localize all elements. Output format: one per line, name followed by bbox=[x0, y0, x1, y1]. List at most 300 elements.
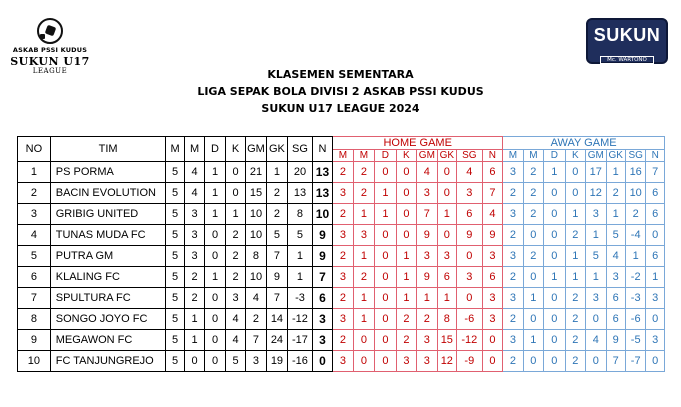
row-number: 10 bbox=[18, 351, 51, 372]
home-points: 3 bbox=[482, 246, 503, 267]
header-points: N bbox=[312, 137, 332, 162]
overall-goals-for: 2 bbox=[246, 309, 266, 330]
home-won: 3 bbox=[353, 225, 374, 246]
overall-won: 3 bbox=[184, 225, 204, 246]
away-won: 1 bbox=[523, 330, 543, 351]
away-lost: 2 bbox=[565, 351, 585, 372]
away-lost: 2 bbox=[565, 330, 585, 351]
away-goals-for: 5 bbox=[586, 246, 606, 267]
overall-lost: 5 bbox=[225, 351, 245, 372]
home-goals-against: 0 bbox=[437, 183, 456, 204]
away-lost: 1 bbox=[565, 204, 585, 225]
away-sub-header: GK bbox=[606, 150, 625, 162]
table-row bbox=[18, 267, 665, 288]
overall-goals-against: 24 bbox=[266, 330, 287, 351]
home-lost: 1 bbox=[396, 288, 416, 309]
away-goals-against: 6 bbox=[606, 288, 625, 309]
away-goals-against: 5 bbox=[606, 225, 625, 246]
away-goals-for: 3 bbox=[586, 204, 606, 225]
team-name: TUNAS MUDA FC bbox=[50, 225, 166, 246]
overall-goals-for: 10 bbox=[246, 267, 266, 288]
header-lost: K bbox=[225, 137, 245, 162]
overall-points: 10 bbox=[312, 204, 332, 225]
overall-goals-for: 10 bbox=[246, 204, 266, 225]
overall-draw: 1 bbox=[205, 162, 225, 183]
standings-table bbox=[17, 136, 665, 372]
team-name: KLALING FC bbox=[50, 267, 166, 288]
overall-goal-diff: -16 bbox=[288, 351, 313, 372]
header-team: TIM bbox=[50, 137, 166, 162]
away-lost: 0 bbox=[565, 183, 585, 204]
away-goals-for: 0 bbox=[586, 351, 606, 372]
home-won: 0 bbox=[353, 351, 374, 372]
overall-goals-for: 8 bbox=[246, 246, 266, 267]
header-goals-against: GK bbox=[266, 137, 287, 162]
away-points: 3 bbox=[646, 330, 665, 351]
home-points: 0 bbox=[482, 330, 503, 351]
home-points: 7 bbox=[482, 183, 503, 204]
row-number: 6 bbox=[18, 267, 51, 288]
title-line-1: KLASEMEN SEMENTARA bbox=[267, 68, 414, 81]
overall-goals-against: 5 bbox=[266, 225, 287, 246]
away-won: 2 bbox=[523, 246, 543, 267]
header-goal-diff: SG bbox=[288, 137, 313, 162]
away-draw: 0 bbox=[544, 246, 565, 267]
home-points: 6 bbox=[482, 267, 503, 288]
away-lost: 0 bbox=[565, 162, 585, 183]
overall-won: 0 bbox=[184, 351, 204, 372]
home-goal-diff: 6 bbox=[457, 204, 483, 225]
soccer-ball-icon bbox=[37, 18, 63, 44]
away-points: 3 bbox=[646, 288, 665, 309]
overall-goal-diff: -3 bbox=[288, 288, 313, 309]
overall-draw: 0 bbox=[205, 309, 225, 330]
overall-played: 5 bbox=[166, 246, 184, 267]
team-name: SPULTURA FC bbox=[50, 288, 166, 309]
away-goals-against: 4 bbox=[606, 246, 625, 267]
away-points: 0 bbox=[646, 225, 665, 246]
home-sub-header: GK bbox=[437, 150, 456, 162]
home-draw: 0 bbox=[375, 267, 396, 288]
overall-goals-for: 21 bbox=[246, 162, 266, 183]
overall-points: 13 bbox=[312, 183, 332, 204]
header-draw: D bbox=[205, 137, 225, 162]
overall-goals-against: 14 bbox=[266, 309, 287, 330]
away-played: 2 bbox=[503, 225, 523, 246]
table-row bbox=[18, 288, 665, 309]
home-draw: 0 bbox=[375, 246, 396, 267]
away-won: 2 bbox=[523, 162, 543, 183]
home-won: 1 bbox=[353, 288, 374, 309]
away-goal-diff: -2 bbox=[625, 267, 645, 288]
row-number: 1 bbox=[18, 162, 51, 183]
away-goal-diff: -6 bbox=[625, 309, 645, 330]
away-goal-diff: 2 bbox=[625, 204, 645, 225]
home-draw: 0 bbox=[375, 351, 396, 372]
away-points: 6 bbox=[646, 204, 665, 225]
overall-goals-against: 1 bbox=[266, 162, 287, 183]
away-lost: 2 bbox=[565, 288, 585, 309]
overall-draw: 0 bbox=[205, 288, 225, 309]
home-draw: 1 bbox=[375, 204, 396, 225]
league-logo-arc-text: ASKAB PSSI KUDUS bbox=[12, 46, 88, 54]
overall-played: 5 bbox=[166, 309, 184, 330]
header-won: M bbox=[184, 137, 204, 162]
overall-goals-against: 2 bbox=[266, 183, 287, 204]
overall-played: 5 bbox=[166, 183, 184, 204]
overall-goals-for: 15 bbox=[246, 183, 266, 204]
overall-lost: 4 bbox=[225, 309, 245, 330]
league-logo-sub-text: LEAGUE bbox=[32, 67, 68, 75]
overall-points: 3 bbox=[312, 330, 332, 351]
overall-lost: 0 bbox=[225, 162, 245, 183]
home-goals-against: 0 bbox=[437, 162, 456, 183]
away-goals-for: 1 bbox=[586, 267, 606, 288]
row-number: 4 bbox=[18, 225, 51, 246]
home-points: 9 bbox=[482, 225, 503, 246]
away-won: 2 bbox=[523, 183, 543, 204]
home-lost: 2 bbox=[396, 330, 416, 351]
league-logo-main-text: SUKUN U17 bbox=[10, 55, 90, 68]
away-sub-header: GM bbox=[586, 150, 606, 162]
away-draw: 0 bbox=[544, 183, 565, 204]
away-goals-against: 7 bbox=[606, 351, 625, 372]
overall-played: 5 bbox=[166, 225, 184, 246]
away-played: 3 bbox=[503, 204, 523, 225]
overall-lost: 2 bbox=[225, 246, 245, 267]
sponsor-logo-main-text: SUKUN bbox=[593, 25, 661, 45]
overall-goal-diff: 20 bbox=[288, 162, 313, 183]
overall-draw: 1 bbox=[205, 204, 225, 225]
home-goal-diff: 3 bbox=[457, 267, 483, 288]
home-points: 0 bbox=[482, 351, 503, 372]
away-draw: 0 bbox=[544, 309, 565, 330]
team-name: MEGAWON FC bbox=[50, 330, 166, 351]
home-sub-header: GM bbox=[417, 150, 437, 162]
overall-points: 9 bbox=[312, 246, 332, 267]
away-played: 2 bbox=[503, 183, 523, 204]
table-row bbox=[18, 225, 665, 246]
away-lost: 1 bbox=[565, 246, 585, 267]
table-row bbox=[18, 183, 665, 204]
away-points: 7 bbox=[646, 162, 665, 183]
team-name: GRIBIG UNITED bbox=[50, 204, 166, 225]
home-won: 1 bbox=[353, 309, 374, 330]
home-points: 3 bbox=[482, 288, 503, 309]
home-lost: 2 bbox=[396, 309, 416, 330]
away-won: 0 bbox=[523, 309, 543, 330]
row-number: 9 bbox=[18, 330, 51, 351]
overall-goals-for: 10 bbox=[246, 225, 266, 246]
header-no: NO bbox=[18, 137, 51, 162]
home-played: 2 bbox=[333, 288, 353, 309]
overall-goals-for: 3 bbox=[246, 351, 266, 372]
overall-won: 4 bbox=[184, 183, 204, 204]
overall-won: 4 bbox=[184, 162, 204, 183]
home-points: 4 bbox=[482, 204, 503, 225]
home-sub-header: K bbox=[396, 150, 416, 162]
overall-points: 9 bbox=[312, 225, 332, 246]
overall-played: 5 bbox=[166, 288, 184, 309]
sponsor-logo-sub-text: Mc. WARTONO bbox=[600, 56, 654, 64]
away-goals-against: 6 bbox=[606, 309, 625, 330]
team-name: SONGO JOYO FC bbox=[50, 309, 166, 330]
header-row-top bbox=[18, 137, 665, 150]
team-name: FC TANJUNGREJO bbox=[50, 351, 166, 372]
home-played: 2 bbox=[333, 330, 353, 351]
overall-lost: 2 bbox=[225, 225, 245, 246]
away-goals-for: 3 bbox=[586, 288, 606, 309]
home-goals-for: 4 bbox=[417, 162, 437, 183]
home-lost: 3 bbox=[396, 351, 416, 372]
overall-goals-against: 7 bbox=[266, 288, 287, 309]
home-goals-against: 1 bbox=[437, 204, 456, 225]
away-goals-against: 3 bbox=[606, 267, 625, 288]
overall-points: 0 bbox=[312, 351, 332, 372]
overall-goal-diff: 8 bbox=[288, 204, 313, 225]
away-played: 3 bbox=[503, 246, 523, 267]
overall-lost: 1 bbox=[225, 204, 245, 225]
away-goal-diff: -5 bbox=[625, 330, 645, 351]
home-sub-header: M bbox=[333, 150, 353, 162]
home-goals-for: 3 bbox=[417, 330, 437, 351]
home-goals-against: 12 bbox=[437, 351, 456, 372]
away-points: 0 bbox=[646, 309, 665, 330]
overall-lost: 3 bbox=[225, 288, 245, 309]
overall-goals-for: 4 bbox=[246, 288, 266, 309]
home-played: 3 bbox=[333, 267, 353, 288]
away-draw: 0 bbox=[544, 351, 565, 372]
row-number: 2 bbox=[18, 183, 51, 204]
row-number: 7 bbox=[18, 288, 51, 309]
home-played: 3 bbox=[333, 225, 353, 246]
home-goal-diff: 0 bbox=[457, 288, 483, 309]
home-goal-diff: -12 bbox=[457, 330, 483, 351]
home-draw: 0 bbox=[375, 330, 396, 351]
overall-draw: 1 bbox=[205, 183, 225, 204]
away-goals-for: 12 bbox=[586, 183, 606, 204]
away-goals-against: 9 bbox=[606, 330, 625, 351]
home-points: 3 bbox=[482, 309, 503, 330]
overall-points: 3 bbox=[312, 309, 332, 330]
away-sub-header: K bbox=[565, 150, 585, 162]
overall-played: 5 bbox=[166, 162, 184, 183]
home-goals-against: 8 bbox=[437, 309, 456, 330]
away-goals-against: 1 bbox=[606, 162, 625, 183]
overall-goals-against: 19 bbox=[266, 351, 287, 372]
away-played: 2 bbox=[503, 351, 523, 372]
overall-goal-diff: 13 bbox=[288, 183, 313, 204]
home-played: 3 bbox=[333, 309, 353, 330]
away-goals-against: 2 bbox=[606, 183, 625, 204]
overall-goals-for: 7 bbox=[246, 330, 266, 351]
home-lost: 0 bbox=[396, 204, 416, 225]
row-number: 8 bbox=[18, 309, 51, 330]
home-won: 1 bbox=[353, 204, 374, 225]
overall-goals-against: 7 bbox=[266, 246, 287, 267]
team-name: BACIN EVOLUTION bbox=[50, 183, 166, 204]
overall-goals-against: 9 bbox=[266, 267, 287, 288]
home-goals-against: 0 bbox=[437, 225, 456, 246]
away-goal-diff: 1 bbox=[625, 246, 645, 267]
home-goal-diff: -6 bbox=[457, 309, 483, 330]
away-lost: 2 bbox=[565, 225, 585, 246]
overall-points: 6 bbox=[312, 288, 332, 309]
home-goals-against: 6 bbox=[437, 267, 456, 288]
away-draw: 0 bbox=[544, 225, 565, 246]
away-sub-header: SG bbox=[625, 150, 645, 162]
away-goal-diff: -7 bbox=[625, 351, 645, 372]
overall-points: 13 bbox=[312, 162, 332, 183]
home-goals-for: 9 bbox=[417, 225, 437, 246]
overall-played: 5 bbox=[166, 204, 184, 225]
home-draw: 0 bbox=[375, 288, 396, 309]
overall-goal-diff: -12 bbox=[288, 309, 313, 330]
away-goals-against: 1 bbox=[606, 204, 625, 225]
home-sub-header: N bbox=[482, 150, 503, 162]
away-won: 2 bbox=[523, 204, 543, 225]
overall-won: 3 bbox=[184, 246, 204, 267]
overall-draw: 0 bbox=[205, 330, 225, 351]
home-goals-for: 7 bbox=[417, 204, 437, 225]
away-draw: 1 bbox=[544, 162, 565, 183]
home-goals-against: 1 bbox=[437, 288, 456, 309]
title-line-3: SUKUN U17 LEAGUE 2024 bbox=[261, 102, 420, 115]
away-goals-for: 0 bbox=[586, 309, 606, 330]
team-name: PS PORMA bbox=[50, 162, 166, 183]
home-won: 2 bbox=[353, 267, 374, 288]
home-played: 3 bbox=[333, 351, 353, 372]
home-goal-diff: 4 bbox=[457, 162, 483, 183]
home-lost: 0 bbox=[396, 183, 416, 204]
home-won: 0 bbox=[353, 330, 374, 351]
home-goals-against: 15 bbox=[437, 330, 456, 351]
overall-goal-diff: 1 bbox=[288, 246, 313, 267]
away-played: 3 bbox=[503, 330, 523, 351]
header-away-game: AWAY GAME bbox=[503, 137, 665, 150]
away-points: 1 bbox=[646, 267, 665, 288]
away-lost: 1 bbox=[565, 267, 585, 288]
home-goal-diff: 9 bbox=[457, 225, 483, 246]
home-played: 2 bbox=[333, 246, 353, 267]
home-sub-header: D bbox=[375, 150, 396, 162]
away-goal-diff: -3 bbox=[625, 288, 645, 309]
overall-lost: 4 bbox=[225, 330, 245, 351]
away-points: 6 bbox=[646, 183, 665, 204]
home-sub-header: SG bbox=[457, 150, 483, 162]
away-points: 0 bbox=[646, 351, 665, 372]
home-goal-diff: -9 bbox=[457, 351, 483, 372]
home-points: 6 bbox=[482, 162, 503, 183]
away-won: 0 bbox=[523, 267, 543, 288]
overall-goal-diff: 1 bbox=[288, 267, 313, 288]
away-won: 0 bbox=[523, 351, 543, 372]
away-sub-header: D bbox=[544, 150, 565, 162]
home-lost: 0 bbox=[396, 162, 416, 183]
row-number: 5 bbox=[18, 246, 51, 267]
home-draw: 0 bbox=[375, 225, 396, 246]
table-row bbox=[18, 246, 665, 267]
away-goals-for: 17 bbox=[586, 162, 606, 183]
away-goal-diff: 10 bbox=[625, 183, 645, 204]
overall-draw: 0 bbox=[205, 225, 225, 246]
home-played: 2 bbox=[333, 162, 353, 183]
overall-goals-against: 2 bbox=[266, 204, 287, 225]
away-goals-for: 4 bbox=[586, 330, 606, 351]
home-lost: 1 bbox=[396, 267, 416, 288]
home-goal-diff: 3 bbox=[457, 183, 483, 204]
away-played: 3 bbox=[503, 288, 523, 309]
overall-played: 5 bbox=[166, 351, 184, 372]
sponsor-logo bbox=[586, 18, 668, 64]
home-lost: 0 bbox=[396, 225, 416, 246]
home-won: 1 bbox=[353, 246, 374, 267]
title-line-2: LIGA SEPAK BOLA DIVISI 2 ASKAB PSSI KUDUS bbox=[197, 85, 484, 98]
away-won: 0 bbox=[523, 225, 543, 246]
overall-goal-diff: 5 bbox=[288, 225, 313, 246]
overall-won: 2 bbox=[184, 288, 204, 309]
home-goals-for: 9 bbox=[417, 267, 437, 288]
away-sub-header: N bbox=[646, 150, 665, 162]
overall-won: 3 bbox=[184, 204, 204, 225]
overall-won: 1 bbox=[184, 309, 204, 330]
overall-draw: 0 bbox=[205, 246, 225, 267]
table-row bbox=[18, 162, 665, 183]
table-row bbox=[18, 309, 665, 330]
page-title bbox=[0, 66, 681, 117]
home-sub-header: M bbox=[353, 150, 374, 162]
table-row bbox=[18, 204, 665, 225]
away-draw: 1 bbox=[544, 267, 565, 288]
home-lost: 1 bbox=[396, 246, 416, 267]
away-played: 2 bbox=[503, 309, 523, 330]
home-goals-for: 1 bbox=[417, 288, 437, 309]
overall-goal-diff: -17 bbox=[288, 330, 313, 351]
header-goals-for: GM bbox=[246, 137, 266, 162]
overall-played: 5 bbox=[166, 267, 184, 288]
home-goal-diff: 0 bbox=[457, 246, 483, 267]
overall-lost: 0 bbox=[225, 183, 245, 204]
standings-body bbox=[18, 162, 665, 372]
home-won: 2 bbox=[353, 162, 374, 183]
away-won: 1 bbox=[523, 288, 543, 309]
table-row bbox=[18, 351, 665, 372]
home-played: 3 bbox=[333, 183, 353, 204]
home-goals-for: 3 bbox=[417, 351, 437, 372]
header-played: M bbox=[166, 137, 184, 162]
away-sub-header: M bbox=[503, 150, 523, 162]
away-lost: 2 bbox=[565, 309, 585, 330]
away-played: 3 bbox=[503, 162, 523, 183]
overall-won: 2 bbox=[184, 267, 204, 288]
away-draw: 0 bbox=[544, 330, 565, 351]
overall-played: 5 bbox=[166, 330, 184, 351]
overall-draw: 0 bbox=[205, 351, 225, 372]
overall-draw: 1 bbox=[205, 267, 225, 288]
home-goals-for: 3 bbox=[417, 246, 437, 267]
away-draw: 0 bbox=[544, 204, 565, 225]
home-goals-for: 2 bbox=[417, 309, 437, 330]
team-name: PUTRA GM bbox=[50, 246, 166, 267]
header-home-game: HOME GAME bbox=[333, 137, 503, 150]
home-draw: 1 bbox=[375, 183, 396, 204]
overall-points: 7 bbox=[312, 267, 332, 288]
overall-lost: 2 bbox=[225, 267, 245, 288]
overall-won: 1 bbox=[184, 330, 204, 351]
row-number: 3 bbox=[18, 204, 51, 225]
away-points: 6 bbox=[646, 246, 665, 267]
home-goals-for: 3 bbox=[417, 183, 437, 204]
